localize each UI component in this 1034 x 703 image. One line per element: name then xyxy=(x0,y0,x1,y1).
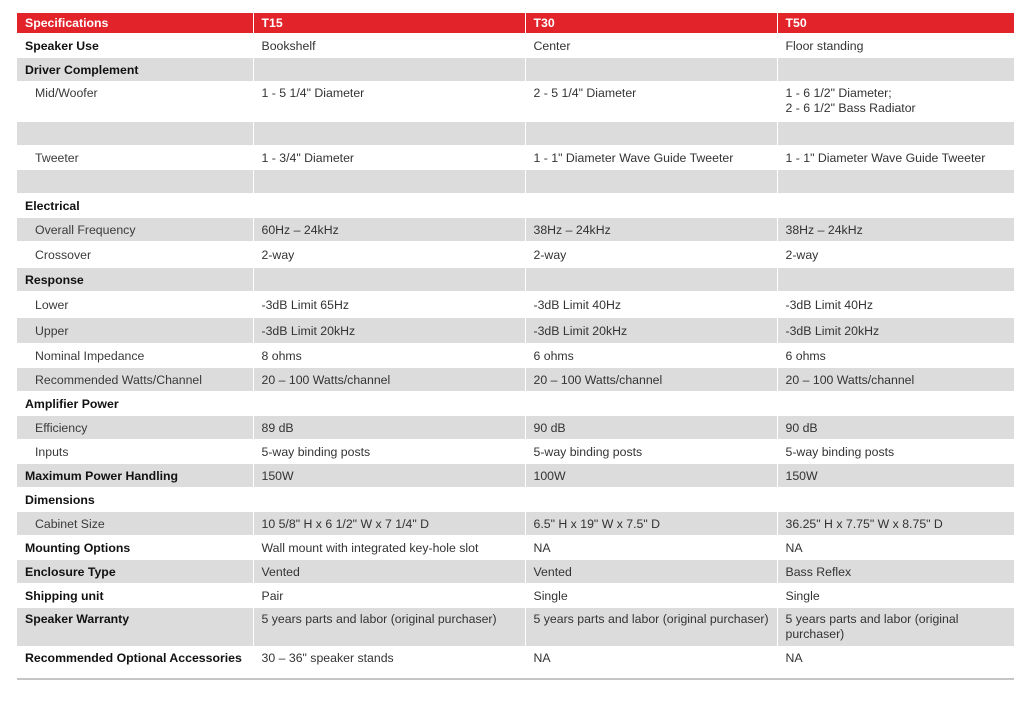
cell-t15 xyxy=(253,344,525,368)
cell-text: 10 5/8" H x 6 1/2" W x 7 1/4" D xyxy=(261,517,430,531)
cell-text: 89 dB xyxy=(261,421,294,435)
cell-label xyxy=(17,536,253,560)
spec-table-body xyxy=(17,13,1014,679)
table-row xyxy=(17,392,1014,416)
cell-text: Recommended Optional Accessories xyxy=(25,651,242,665)
cell-text: Vented xyxy=(261,565,300,579)
cell-label xyxy=(17,416,253,440)
cell-label xyxy=(17,218,253,242)
header-t30: T30 xyxy=(525,13,777,34)
cell-text: Speaker Use xyxy=(25,39,99,53)
cell-text: 2-way xyxy=(785,248,819,262)
cell-text: 6 ohms xyxy=(785,349,826,363)
cell-text: 6 ohms xyxy=(533,349,574,363)
cell-text: Single xyxy=(785,589,820,603)
cell-t50 xyxy=(777,292,1014,318)
cell-t50 xyxy=(777,488,1014,512)
cell-text: 2 - 5 1/4" Diameter xyxy=(533,86,637,100)
table-row xyxy=(17,512,1014,536)
cell-text: 1 - 3/4" Diameter xyxy=(261,151,355,165)
table-row xyxy=(17,416,1014,440)
cell-text: 2-way xyxy=(261,248,295,262)
cell-t15 xyxy=(253,218,525,242)
cell-t15 xyxy=(253,122,525,146)
cell-t50 xyxy=(777,194,1014,218)
cell-t50 xyxy=(777,34,1014,58)
cell-label xyxy=(17,292,253,318)
cell-text: Mounting Options xyxy=(25,541,131,555)
table-row xyxy=(17,58,1014,82)
cell-t15 xyxy=(253,34,525,58)
cell-t15 xyxy=(253,146,525,170)
cell-t30 xyxy=(525,344,777,368)
cell-t15 xyxy=(253,488,525,512)
cell-text: NA xyxy=(785,541,803,555)
table-row xyxy=(17,440,1014,464)
cell-text: Shipping unit xyxy=(25,589,104,603)
table-row xyxy=(17,560,1014,584)
cell-t15 xyxy=(253,368,525,392)
cell-t30 xyxy=(525,536,777,560)
cell-text: 38Hz – 24kHz xyxy=(785,223,863,237)
cell-text: 38Hz – 24kHz xyxy=(533,223,611,237)
cell-text: Crossover xyxy=(35,248,92,262)
cell-text: 36.25" H x 7.75" W x 8.75" D xyxy=(785,517,943,531)
cell-label xyxy=(17,58,253,82)
cell-t50 xyxy=(777,392,1014,416)
cell-t30 xyxy=(525,218,777,242)
cell-t30 xyxy=(525,584,777,608)
cell-text: 1 - 1" Diameter Wave Guide Tweeter xyxy=(785,151,986,165)
cell-t15 xyxy=(253,416,525,440)
cell-text: -3dB Limit 65Hz xyxy=(261,298,349,312)
cell-t50 xyxy=(777,560,1014,584)
cell-text: 2-way xyxy=(533,248,567,262)
cell-text: NA xyxy=(533,651,551,665)
cell-t15 xyxy=(253,464,525,488)
table-row xyxy=(17,268,1014,292)
cell-t50 xyxy=(777,344,1014,368)
table-row xyxy=(17,218,1014,242)
cell-text: Tweeter xyxy=(35,151,79,165)
cell-text: Maximum Power Handling xyxy=(25,469,179,483)
cell-text: NA xyxy=(785,651,803,665)
cell-text: 5-way binding posts xyxy=(261,445,371,459)
cell-label xyxy=(17,146,253,170)
cell-t15 xyxy=(253,512,525,536)
table-row xyxy=(17,488,1014,512)
table-row xyxy=(17,344,1014,368)
cell-text: 100W xyxy=(533,469,566,483)
cell-text: 30 – 36" speaker stands xyxy=(261,651,394,665)
cell-t30 xyxy=(525,122,777,146)
cell-t15 xyxy=(253,268,525,292)
cell-text: 90 dB xyxy=(533,421,566,435)
cell-t30 xyxy=(525,194,777,218)
cell-t15 xyxy=(253,318,525,344)
cell-label xyxy=(17,647,253,679)
cell-t30 xyxy=(525,58,777,82)
cell-label xyxy=(17,242,253,268)
cell-text: Bookshelf xyxy=(261,39,316,53)
cell-t50 xyxy=(777,464,1014,488)
cell-text: -3dB Limit 40Hz xyxy=(785,298,873,312)
cell-t50 xyxy=(777,122,1014,146)
cell-t30 xyxy=(525,170,777,194)
header-row xyxy=(17,13,1014,34)
cell-t30 xyxy=(525,560,777,584)
cell-t30 xyxy=(525,440,777,464)
cell-t15 xyxy=(253,194,525,218)
cell-t15 xyxy=(253,584,525,608)
cell-label xyxy=(17,318,253,344)
cell-text: 1 - 5 1/4" Diameter xyxy=(261,86,365,100)
cell-t50 xyxy=(777,440,1014,464)
cell-text: 5 years parts and labor (original purchaser) xyxy=(533,612,769,626)
cell-text: 150W xyxy=(785,469,818,483)
cell-text: 5-way binding posts xyxy=(533,445,643,459)
cell-t15 xyxy=(253,392,525,416)
cell-label xyxy=(17,194,253,218)
cell-t30 xyxy=(525,242,777,268)
cell-text: Recommended Watts/Channel xyxy=(35,373,202,387)
cell-text: 5 years parts and labor (original purchaser) xyxy=(261,612,497,626)
cell-text: Pair xyxy=(261,589,284,603)
cell-t15 xyxy=(253,170,525,194)
cell-t15 xyxy=(253,608,525,647)
header-specifications: Specifications xyxy=(17,13,253,34)
cell-label xyxy=(17,344,253,368)
cell-text: Dimensions xyxy=(25,493,95,507)
cell-label xyxy=(17,608,253,647)
table-row xyxy=(17,146,1014,170)
cell-t15 xyxy=(253,292,525,318)
cell-text: Response xyxy=(25,273,84,287)
cell-t50 xyxy=(777,318,1014,344)
table-row xyxy=(17,647,1014,679)
spacer-row xyxy=(17,170,1014,194)
cell-text: Overall Frequency xyxy=(35,223,136,237)
cell-text: Amplifier Power xyxy=(25,397,119,411)
cell-t30 xyxy=(525,146,777,170)
cell-t30 xyxy=(525,512,777,536)
table-row xyxy=(17,242,1014,268)
table-row xyxy=(17,608,1014,647)
cell-t50 xyxy=(777,416,1014,440)
cell-t50 xyxy=(777,647,1014,679)
cell-text: Upper xyxy=(35,324,69,338)
cell-t15 xyxy=(253,440,525,464)
cell-t15 xyxy=(253,560,525,584)
cell-t50 xyxy=(777,512,1014,536)
cell-t30 xyxy=(525,368,777,392)
cell-t30 xyxy=(525,608,777,647)
cell-t50 xyxy=(777,218,1014,242)
cell-text: Inputs xyxy=(35,445,69,459)
cell-text: 20 – 100 Watts/channel xyxy=(261,373,391,387)
cell-text: 60Hz – 24kHz xyxy=(261,223,339,237)
cell-t15 xyxy=(253,58,525,82)
cell-text: Nominal Impedance xyxy=(35,349,145,363)
cell-text: -3dB Limit 40Hz xyxy=(533,298,621,312)
cell-text: Driver Complement xyxy=(25,63,139,77)
cell-t50 xyxy=(777,268,1014,292)
cell-text: Cabinet Size xyxy=(35,517,105,531)
cell-t30 xyxy=(525,82,777,122)
cell-t30 xyxy=(525,318,777,344)
cell-t15 xyxy=(253,647,525,679)
cell-t30 xyxy=(525,488,777,512)
cell-text: 8 ohms xyxy=(261,349,302,363)
cell-t50 xyxy=(777,58,1014,82)
cell-label xyxy=(17,122,253,146)
table-row xyxy=(17,368,1014,392)
table-row xyxy=(17,34,1014,58)
table-row xyxy=(17,194,1014,218)
cell-t30 xyxy=(525,34,777,58)
cell-label xyxy=(17,268,253,292)
cell-text: 90 dB xyxy=(785,421,818,435)
spec-table xyxy=(17,13,1014,680)
cell-text: Wall mount with integrated key-hole slot xyxy=(261,541,479,555)
cell-text: Enclosure Type xyxy=(25,565,116,579)
cell-t50 xyxy=(777,170,1014,194)
table-row xyxy=(17,318,1014,344)
cell-label xyxy=(17,464,253,488)
cell-text: Bass Reflex xyxy=(785,565,852,579)
table-row xyxy=(17,292,1014,318)
cell-text: -3dB Limit 20kHz xyxy=(261,324,356,338)
cell-text: Center xyxy=(533,39,571,53)
cell-text: Mid/Woofer xyxy=(35,86,98,100)
cell-t15 xyxy=(253,536,525,560)
cell-t50 xyxy=(777,368,1014,392)
cell-text: Single xyxy=(533,589,568,603)
table-row xyxy=(17,464,1014,488)
cell-label xyxy=(17,560,253,584)
cell-label xyxy=(17,512,253,536)
cell-text: Vented xyxy=(533,565,572,579)
cell-label xyxy=(17,368,253,392)
cell-t50 xyxy=(777,242,1014,268)
cell-t30 xyxy=(525,292,777,318)
cell-text: 5-way binding posts xyxy=(785,445,895,459)
cell-text: 1 - 1" Diameter Wave Guide Tweeter xyxy=(533,151,734,165)
cell-text: 20 – 100 Watts/channel xyxy=(533,373,663,387)
cell-text: 6.5" H x 19" W x 7.5" D xyxy=(533,517,661,531)
cell-label xyxy=(17,440,253,464)
cell-label xyxy=(17,82,253,122)
cell-t50 xyxy=(777,82,1014,122)
cell-t50 xyxy=(777,584,1014,608)
cell-t30 xyxy=(525,416,777,440)
cell-text: -3dB Limit 20kHz xyxy=(533,324,628,338)
cell-text: -3dB Limit 20kHz xyxy=(785,324,880,338)
spacer-row xyxy=(17,122,1014,146)
cell-text: Efficiency xyxy=(35,421,88,435)
cell-t50 xyxy=(777,608,1014,647)
cell-t15 xyxy=(253,242,525,268)
cell-text: Lower xyxy=(35,298,69,312)
cell-t30 xyxy=(525,647,777,679)
cell-t30 xyxy=(525,392,777,416)
header-t50: T50 xyxy=(777,13,1014,34)
cell-t50 xyxy=(777,536,1014,560)
cell-label xyxy=(17,392,253,416)
table-row xyxy=(17,82,1014,122)
cell-t15 xyxy=(253,82,525,122)
cell-text: NA xyxy=(533,541,551,555)
cell-label xyxy=(17,488,253,512)
cell-t30 xyxy=(525,464,777,488)
cell-label xyxy=(17,170,253,194)
cell-text: 150W xyxy=(261,469,294,483)
cell-label xyxy=(17,584,253,608)
header-t15: T15 xyxy=(253,13,525,34)
cell-t50 xyxy=(777,146,1014,170)
cell-t30 xyxy=(525,268,777,292)
cell-text: Electrical xyxy=(25,199,80,213)
cell-text: 1 - 6 1/2" Diameter; 2 - 6 1/2" Bass Radiator xyxy=(785,86,916,115)
table-row xyxy=(17,536,1014,560)
cell-text: 5 years parts and labor (original purchaser) xyxy=(785,612,959,641)
cell-text: 20 – 100 Watts/channel xyxy=(785,373,915,387)
table-row xyxy=(17,584,1014,608)
cell-text: Speaker Warranty xyxy=(25,612,130,626)
cell-label xyxy=(17,34,253,58)
cell-text: Floor standing xyxy=(785,39,864,53)
